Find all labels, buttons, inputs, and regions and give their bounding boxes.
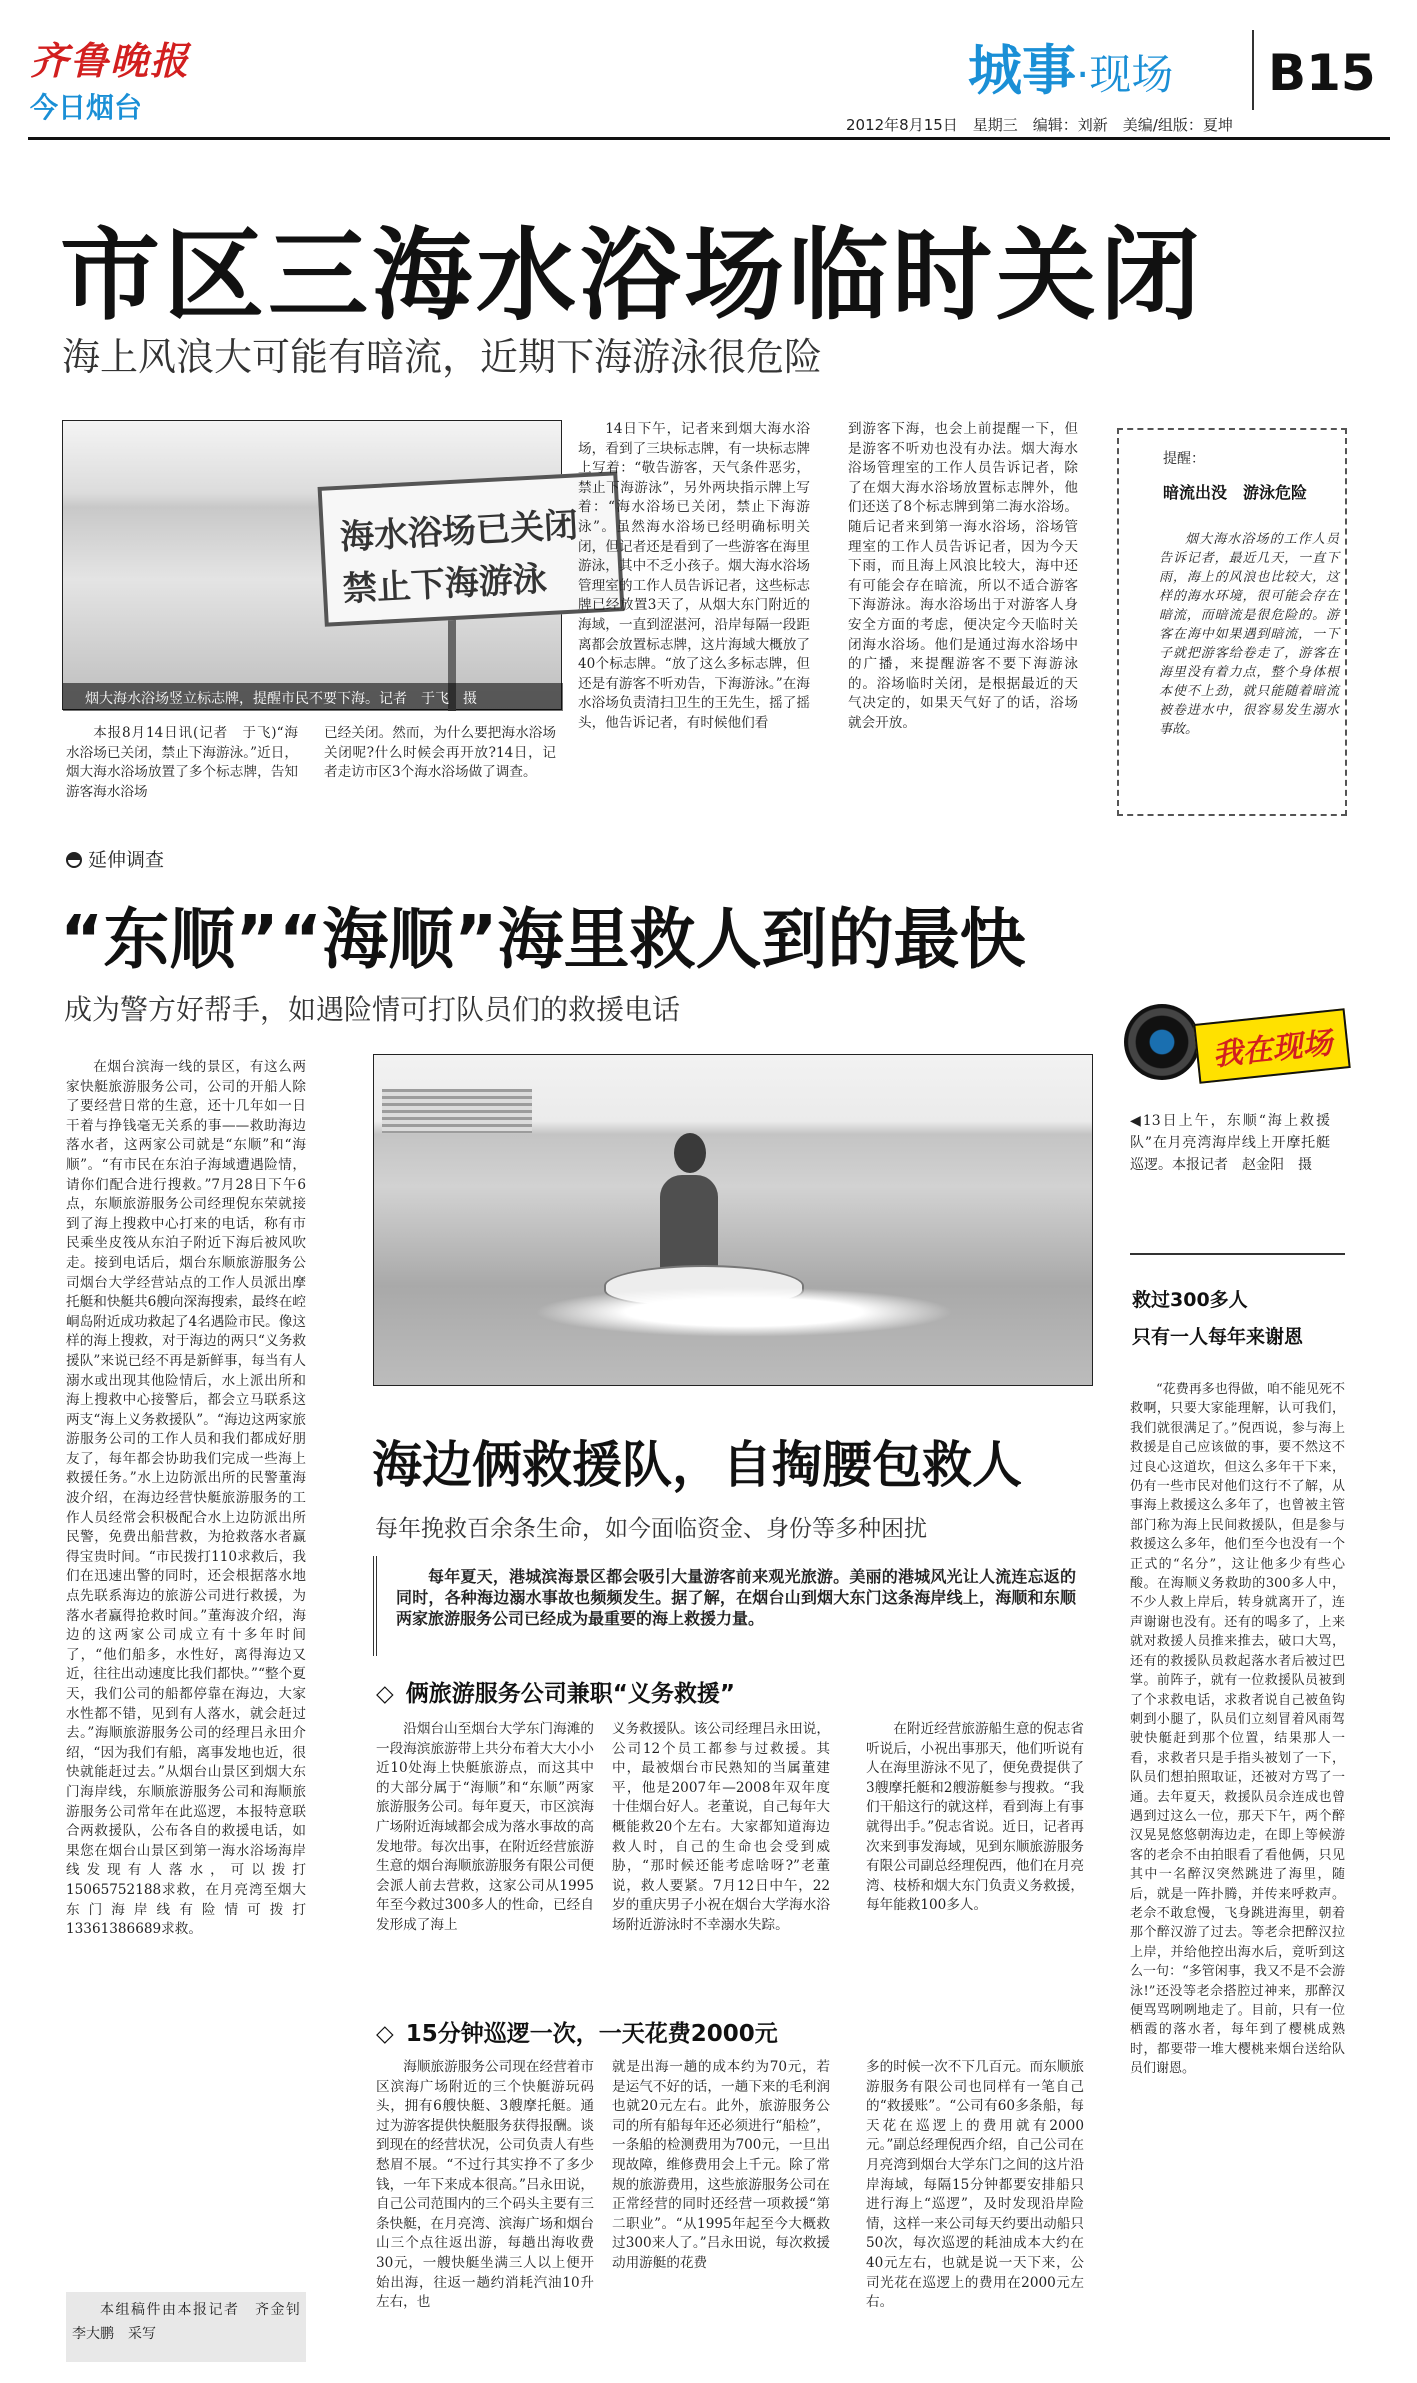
story1-col2-text: 已经关闭。然而，为什么要把海水浴场关闭呢?什么时候会再开放?14日，记者走访市区3个海水浴场做了调查。 — [324, 725, 556, 781]
tip-title: 暗流出没 游泳危险 — [1163, 483, 1308, 502]
story1-photo — [62, 420, 579, 710]
story4-rule — [1130, 1253, 1345, 1255]
story1-col4-text: 到游客下海，也会上前提醒一下，但是游客不听劝也没有办法。烟大海水浴场管理室的工作人员告诉记者，除了在烟大海水浴场放置标志牌外，他们还送了8个标志牌到第二海水浴场。随后记者来到第一海水浴场，浴场管理室的工作人员告诉记者，因为今天下雨，而且海上风浪比较大，海中还有可能会存在暗流，所以不适合游客下海游泳。海水浴场出于对游客人身安全方面的考虑，便决定今天临时关闭海水浴场。他们是通过海水浴场中的广播，来提醒游客不要下海游泳的。浴场临时关闭，是根据最近的天气决定的，如果天气好了的话，浴场就会开放。 — [848, 421, 1078, 731]
story1-headline: 市区三海水浴场临时关闭 — [60, 217, 1204, 334]
extension-tag — [66, 845, 164, 872]
story1-col3-text: 14日下午，记者来到烟大海水浴场，看到了三块标志牌，有一块标志牌上写着：“敬告游客，天气条件恶劣，禁止下海游泳”，另外两块指示牌上写着：“海水浴场已关闭，禁止下海游泳”。虽然海水浴场已经明确标明关闭，但记者还是看到了一些游客在海里游泳，其中不乏小孩子。烟大海水浴场管理室的工作人员告诉记者，这些标志牌已经放置3天了，从烟大东门附近的海域，一直到涩湛河，沿岸每隔一段距离都会放置标志牌，这片海域大概放了40个标志牌。“放了这么多标志牌，但还是有游客不听劝告，下海游泳。”在海水浴场负责清扫卫生的王先生，摇了摇头，他告诉记者，有时候他们看 — [578, 421, 810, 731]
story3-s2-col1 — [376, 2058, 594, 2368]
story2-headline: “东顺”“海顺”海里救人到的最快 — [60, 901, 1026, 978]
story2-col-text: 在烟台滨海一线的景区，有这么两家快艇旅游服务公司，公司的开船人除了要经营日常的生意，还十几年如一日干着与挣钱毫无关系的事——救助海边落水者，这两家公司就是“东顺”和“海顺”。“有市民在东泊子海域遭遇险情，请你们配合进行搜救。”7月28日下午6点，东顺旅游服务公司经理倪东荣就接到了海上搜救中心打来的电话，称有市民乘坐皮筏从东泊子附近下海后被风吹走。接到电话后，烟台东顺旅游服务公司烟台大学经营站点的工作人员派出摩托艇和快艇共6艘向深海搜索，最终在崆峒岛附近成功救起了4名遇险市民。像这样的海上搜救，对于海边的两只“义务救援队”来说已经不再是新鲜事，每当有人溺水或出现其他险情后，水上派出所和海上搜救中心接警后，都会立马联系这两支“海上义务救援队”。“海边这两家旅游服务公司的工作人员和我们都成好朋友了，每年都会协助我们完成一些海上救援任务。”水上边防派出所的民警董海波介绍，在海边经营快艇旅游服务的工作人员经常会积极配合水上边防派出所民警，免费出船营救，为抢救落水者赢得宝贵时间。“市民拨打110求救后，我们在迅速出警的同时，还会根据落水地点先联系海边的旅游公司进行救援，为落水者赢得抢救时间。”董海波介绍，海边的这两家公司成立有十多年时间了，“他们船多，水性好，离得海边又近，往往出动速度比我们都快。”“整个夏天，我们公司的船都停靠在海边，大家水性都不错，见到有人落水，就会赶过去。”海顺旅游服务公司的经理吕永田介绍，“因为我们有船，离事发地也近，很快就能赶过去。”从烟台山景区到烟大东门海岸线，东顺旅游服务公司和海顺旅游服务公司常年在此巡逻，本报特意联合两救援队，公布各自的救援电话，如果您在烟台山景区到第一海水浴场海岸线发现有人落水，可以拨打15065752188求救，在月亮湾至烟大东门海岸线有险情可拨打13361386689求救。 — [66, 1059, 306, 1938]
story3-s1-col2-text: 义务救援队。该公司经理吕永田说，公司12个员工都参与过救援。其中，最被烟台市民熟知的当属董建平，他是2007年—2008年双年度十佳烟台好人。老董说，自己每年大概能救20个左右。大家都知道海边救人时，自己的生命也会受到威胁，“那时候还能考虑啥呀?”老董说，救人要紧。7月12日中午，22岁的重庆男子小祝在烟台大学海水浴场附近游泳时不幸溺水失踪。 — [612, 1721, 830, 1933]
story3-s2-col2-text: 就是出海一趟的成本约为70元，若是运气不好的话，一趟下来的毛利润也就20元左右。此外，旅游服务公司的所有船每年还必须进行“船检”，一条船的检测费用为700元，一旦出现故障，维修费用会上千元。除了常规的旅游费用，这些旅游服务公司在正常经营的同时还经营一项救援“第二职业”。“从1995年起至今大概救过300来人了。”吕永田说，每次救援动用游艇的花费 — [612, 2059, 830, 2271]
story1-col1 — [66, 724, 298, 816]
photo2-caption — [1130, 1110, 1330, 1230]
subhead1 — [376, 1675, 735, 1708]
rider-head — [674, 1133, 706, 1173]
tip-body-text: 烟大海水浴场的工作人员告诉记者，最近几天，一直下雨，海上的风浪也比较大，这样的海水环境，很可能会存在暗流，而暗流是很危险的。游客在海中如果遇到暗流，一下子就把游客给卷走了，游客在海里没有着力点，整个身体根本使不上劲，就只能随着暗流被卷进水中，很容易发生溺水事故。 — [1159, 532, 1339, 737]
section-name: 城事 — [968, 39, 1076, 102]
story2-photo — [373, 1054, 1093, 1386]
date-line: 2012年8月15日 星期三 编辑：刘新 美编/组版：夏坤 — [846, 116, 1233, 134]
story1-col4 — [848, 420, 1078, 812]
story4-title-2: 只有一人每年来谢恩 — [1132, 1326, 1304, 1348]
diamond-icon: ◇ — [376, 1681, 394, 1707]
subhead2 — [376, 2015, 778, 2048]
extension-label: 延伸调查 — [88, 849, 165, 871]
story1-col1-text: 本报8月14日讯(记者 于飞)“海水浴场已关闭，禁止下海游泳。”近日，烟大海水浴场放置了多个标志牌，告知游客海水浴场 — [66, 725, 298, 800]
tip-label: 提醒： — [1163, 451, 1205, 467]
live-badge-text: 我在现场 — [1193, 1008, 1350, 1084]
live-badge — [1124, 1000, 1352, 1088]
half-circle-icon — [66, 852, 82, 868]
header-divider — [1252, 30, 1254, 110]
reporters-credit-text: 本组稿件由本报记者 齐金钊 李大鹏 采写 — [72, 2302, 314, 2342]
story3-s2-col1-text: 海顺旅游服务公司现在经营着市区滨海广场附近的三个快艇游玩码头，拥有6艘快艇、3艘摩托艇。通过为游客提供快艇服务获得报酬。谈到现在的经营状况，公司负责人有些愁眉不展。“不过行其实挣不了多少钱，一年下来成本很高。”吕永田说，自己公司范围内的三个码头主要有三条快艇，在月亮湾、滨海广场和烟台山三个点往返出游，每趟出海收费30元，一艘快艇坐满三人以上便开始出海，往返一趟约消耗汽油10升左右，也 — [376, 2059, 594, 2311]
pier-structure — [382, 1089, 532, 1133]
photo2-caption-text: ◀13日上午，东顺“海上救援队”在月亮湾海岸线上开摩托艇巡逻。本报记者 赵金阳 摄 — [1130, 1113, 1330, 1173]
story3-s1-col1 — [376, 1720, 594, 2010]
story1-photo-caption: 烟大海水浴场竖立标志牌，提醒市民不要下海。记者 于飞 摄 — [85, 691, 477, 707]
subhead2-text: 15分钟巡逻一次，一天花费2000元 — [405, 2021, 778, 2047]
page-number: B15 — [1268, 44, 1376, 102]
reporters-credit — [72, 2298, 314, 2358]
story4-body — [1130, 1380, 1345, 2365]
story1-col3 — [578, 420, 810, 812]
spray-wake — [534, 1287, 954, 1337]
edition-label: 今日烟台 — [30, 91, 143, 124]
story2-subhead: 成为警方好帮手，如遇险情可打队员们的救援电话 — [64, 993, 681, 1026]
story3-s1-col2 — [612, 1720, 830, 2010]
story3-s1-col3 — [866, 1720, 1084, 2010]
story3-headline: 海边俩救援队，自掏腰包救人 — [372, 1436, 1022, 1494]
story1-col2 — [324, 724, 556, 816]
story3-s2-col3 — [866, 2058, 1084, 2368]
sign-text-1: 海水浴场已关闭 — [339, 505, 579, 558]
story4-body-text: “花费再多也得做，咱不能见死不救啊，只要大家能理解，认可我们，我们就很满足了。”倪西说，参与海上救援是自己应该做的事，要不然这不过良心这道坎，但这么多年干下来，仍有一些市民对他们这行不了解，从事海上救援这么多年了，也曾被主管部门称为海上民间救援队，但是参与救援这么多年，他们至今也没有一个正式的“名分”，这让他多少有些心酸。在海顺义务救助的300多人中，不少人救上岸后，转身就离开了，连声谢谢也没有。还有的喝多了，上来就对救援人员推来推去，破口大骂，还有的救援队员救起落水者后被过巴掌。前阵子，就有一位救援队员被到了个求救电话，求救者说自己被鱼钩刺到小腿了，队员们立刻冒着风雨驾驶快艇赶到那个位置，结果那人一看，求救者只是手指头被划了一下，队员们想拍照取证，还被对方骂了一通。去年夏天，救援队员佘连成也曾遇到过这么一位，那天下午，两个醉汉晃晃悠悠朝海边走，在即上等候游客的老佘不由拍眼看了看他俩，只见其中一名醉汉突然跳进了海里，随后，就是一阵扑腾，并传来呼救声。老佘不敢怠慢，飞身跳进海里，朝着那个醉汉游了过去。等老佘把醉汉拉上岸，并给他控出海水后，竟听到这么一句：“多管闲事，我又不是不会游泳!”还没等老佘搭腔过神来，那醉汉便骂骂咧咧地走了。目前，只有一位栖霞的落水者，每年到了樱桃成熟时，都要带一堆大樱桃来烟台送给队员们谢恩。 — [1130, 1382, 1345, 2077]
story3-subhead: 每年挽救百余条生命，如今面临资金、身份等多种困扰 — [375, 1516, 927, 1542]
subhead1-text: 俩旅游服务公司兼职“义务救援” — [405, 1681, 735, 1707]
camera-lens-icon — [1124, 1004, 1200, 1080]
story3-lead-text: 每年夏天，港城滨海景区都会吸引大量游客前来观光旅游。美丽的港城风光让人流连忘返的同时，各种海边溺水事故也频频发生。据了解，在烟台山到烟大东门这条海岸线上，海顺和东顺两家旅游服务公司已经成为最重要的海上救援力量。 — [396, 1567, 1076, 1628]
story3-s1-col3-text: 在附近经营旅游船生意的倪志省听说后，小祝出事那天，他们听说有人在海里游泳不见了，便免费提供了3艘摩托艇和2艘游艇参与搜救。“我们干船这行的就这样，看到海上有事就得出手。”倪志省说。近日，记者再次来到事发海域，见到东顺旅游服务有限公司副总经理倪西，他们在月亮湾、枝桥和烟大东门负责义务救援，每年能救100多人。 — [866, 1721, 1084, 1914]
story1-subhead: 海上风浪大可能有暗流，近期下海游泳很危险 — [62, 335, 823, 379]
section-sub: ·现场 — [1076, 50, 1174, 99]
masthead — [0, 0, 1417, 135]
tip-body — [1159, 530, 1339, 810]
story3-s2-col3-text: 多的时候一次不下几百元。而东顺旅游服务有限公司也同样有一笔自己的“救援账”。“公司有60多条船，每天花在巡逻上的费用就有2000元。”副总经理倪西介绍，自己公司在月亮湾到烟台大学东门之间的这片沿岸海域，每隔15分钟都要安排船只进行海上“巡逻”，及时发现沿岸险情，这样一来公司每天约要出动船只50次，每次巡逻的耗油成本大约在40元左右，也就是说一天下来，公司光花在巡逻上的费用在2000元左右。 — [866, 2059, 1084, 2311]
story2-col — [66, 1058, 306, 2278]
section-title — [968, 28, 1173, 105]
sign-text-2: 禁止下海游泳 — [341, 559, 548, 610]
story3-s2-col2 — [612, 2058, 830, 2368]
top-rule — [28, 137, 1390, 140]
story4-title-1: 救过300多人 — [1132, 1289, 1248, 1311]
story3-s1-col1-text: 沿烟台山至烟台大学东门海滩的一段海滨旅游带上共分布着大大小小近10处海上快艇旅游点，而这其中的大部分属于“海顺”和“东顺”两家旅游服务公司。每年夏天，市区滨海广场附近海域都会成为落水事故的高发地带。每次出事，在附近经营旅游生意的烟台海顺旅游服务有限公司便会派人前去营救，这家公司从1995年至今救过300多人的性命，已经自发形成了海上 — [376, 1721, 594, 1933]
story3-lead — [396, 1566, 1076, 1652]
tip-box — [1117, 428, 1347, 816]
diamond-icon-2: ◇ — [376, 2021, 394, 2047]
paper-logo: 齐鲁晚报 — [30, 38, 191, 83]
